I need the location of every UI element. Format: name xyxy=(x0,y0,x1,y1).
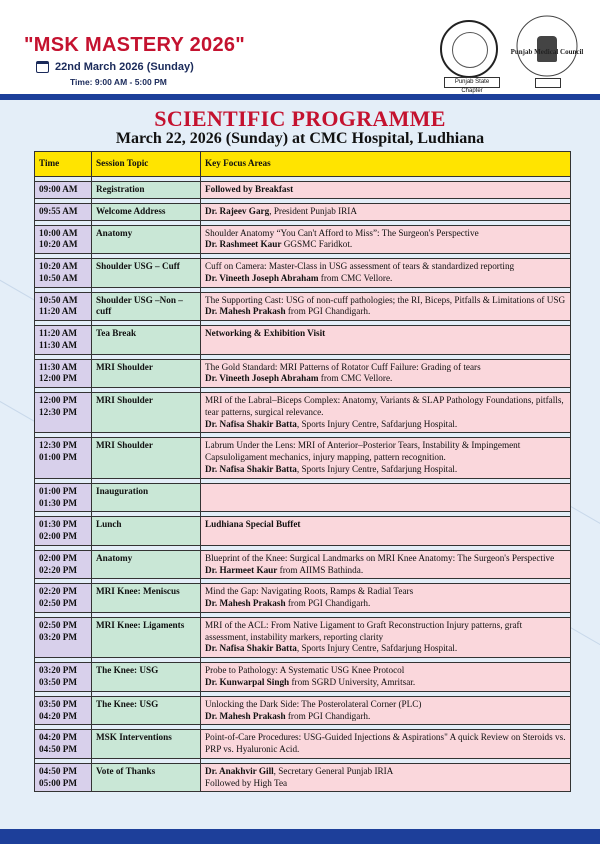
session-topic: Shoulder USG –Non –cuff xyxy=(92,292,201,321)
time-value: 02:50 PM xyxy=(39,598,78,609)
time-cell xyxy=(35,550,92,579)
focus-line: MRI of the ACL: From Native Ligament to Graft Reconstruction Injury patterns, graft assessment, instability markers, reporting clarity xyxy=(205,619,523,642)
table-row xyxy=(35,696,571,725)
session-topic: MRI Knee: Ligaments xyxy=(92,617,201,657)
table-row xyxy=(35,763,571,792)
time-cell xyxy=(35,438,92,478)
focus-cell xyxy=(201,259,571,288)
time-value: 02:20 PM xyxy=(39,564,78,575)
time-cell xyxy=(35,225,92,254)
time-value: 03:20 PM xyxy=(39,665,78,676)
speaker-affiliation: , Sports Injury Centre, Safdarjung Hospital. xyxy=(296,643,458,654)
table-row xyxy=(35,259,571,288)
session-topic: The Knee: USG xyxy=(92,696,201,725)
session-topic: Anatomy xyxy=(92,550,201,579)
time-cell xyxy=(35,292,92,321)
focus-cell xyxy=(201,182,571,199)
time-value: 09:00 AM xyxy=(39,184,78,194)
programme-title: SCIENTIFIC PROGRAMME xyxy=(154,106,446,131)
time-cell xyxy=(35,483,92,512)
footer-bar xyxy=(0,829,600,844)
focus-line: Followed by Breakfast xyxy=(205,184,294,194)
session-topic: MRI Shoulder xyxy=(92,359,201,388)
speaker-name: Dr. Rajeev Garg xyxy=(205,205,270,216)
focus-cell xyxy=(201,517,571,546)
time-value: 04:20 PM xyxy=(39,710,78,721)
speaker-name: Dr. Vineeth Joseph Abraham xyxy=(205,272,319,283)
focus-line xyxy=(205,711,566,723)
speaker-affiliation: , Sports Injury Centre, Safdarjung Hospital. xyxy=(296,418,458,429)
event-title: "MSK MASTERY 2026" xyxy=(24,34,246,56)
table-row xyxy=(35,292,571,321)
speaker-affiliation: from CMC Vellore. xyxy=(318,373,393,384)
time-value: 10:00 AM xyxy=(39,227,78,238)
time-cell xyxy=(35,182,92,199)
time-value: 01:30 PM xyxy=(39,497,78,508)
session-topic: The Knee: USG xyxy=(92,663,201,692)
time-value: 11:30 AM xyxy=(39,361,78,372)
speaker-affiliation: from AIIMS Bathinda. xyxy=(277,564,364,575)
time-cell xyxy=(35,393,92,433)
focus-line: Shoulder Anatomy “You Can't Afford to Miss”: The Surgeon's Perspective xyxy=(205,227,479,238)
schedule-body xyxy=(35,177,571,792)
focus-line xyxy=(205,273,566,285)
speaker-name: Dr. Kunwarpal Singh xyxy=(205,676,290,687)
focus-line: Point-of-Care Procedures: USG-Guided Injections & Aspirations" A quick Review on Steroids vs. PRP vs. Hyaluronic Acid. xyxy=(205,732,566,755)
time-cell xyxy=(35,584,92,613)
session-topic: Shoulder USG – Cuff xyxy=(92,259,201,288)
time-value: 03:50 PM xyxy=(39,698,78,709)
table-row xyxy=(35,730,571,759)
council-band xyxy=(535,78,561,88)
focus-line xyxy=(205,373,566,385)
table-row xyxy=(35,393,571,433)
speaker-name: Dr. Harmeet Kaur xyxy=(205,564,278,575)
council-logo xyxy=(510,14,584,86)
focus-line: Labrum Under the Lens: MRI of Anterior–Posterior Tears, Instability & Impingement Capsuloligament mechanics, injury mapping, pattern recognition. xyxy=(205,440,521,463)
time-cell xyxy=(35,663,92,692)
time-value: 02:20 PM xyxy=(39,586,78,597)
time-cell xyxy=(35,326,92,355)
session-topic: Vote of Thanks xyxy=(92,763,201,792)
focus-cell xyxy=(201,203,571,220)
programme-subtitle: March 22, 2026 (Sunday) at CMC Hospital, Ludhiana xyxy=(115,130,485,147)
focus-line xyxy=(205,206,566,218)
focus-line: Mind the Gap: Navigating Roots, Ramps & Radial Tears xyxy=(205,586,414,597)
event-time: Time: 9:00 AM - 5:00 PM xyxy=(70,77,167,87)
speaker-affiliation: from PGI Chandigarh. xyxy=(285,598,371,609)
focus-cell xyxy=(201,292,571,321)
focus-line xyxy=(205,306,566,318)
focus-line: Ludhiana Special Buffet xyxy=(205,519,301,530)
speaker-name: Dr. Mahesh Prakash xyxy=(205,710,286,721)
time-value: 05:00 PM xyxy=(39,777,78,788)
time-cell xyxy=(35,730,92,759)
focus-line xyxy=(205,464,566,476)
focus-line: Followed by High Tea xyxy=(205,777,288,788)
session-topic: Anatomy xyxy=(92,225,201,254)
time-value: 12:00 PM xyxy=(39,373,78,384)
speaker-affiliation: , President Punjab IRIA xyxy=(269,205,358,216)
session-topic: MSK Interventions xyxy=(92,730,201,759)
time-value: 02:00 PM xyxy=(39,552,78,563)
council-logo-text: Punjab Medical Council xyxy=(510,48,584,56)
session-topic: Registration xyxy=(92,182,201,199)
time-cell xyxy=(35,259,92,288)
time-value: 12:30 PM xyxy=(39,406,78,417)
table-row xyxy=(35,517,571,546)
time-cell xyxy=(35,359,92,388)
table-header-row xyxy=(35,152,571,177)
focus-line xyxy=(205,565,566,577)
focus-line xyxy=(205,677,566,689)
table-row xyxy=(35,326,571,355)
speaker-name: Dr. Vineeth Joseph Abraham xyxy=(205,373,319,384)
time-value: 03:50 PM xyxy=(39,676,78,687)
table-row xyxy=(35,584,571,613)
header-stripe xyxy=(0,94,600,100)
table-row xyxy=(35,182,571,199)
speaker-affiliation: GGSMC Faridkot. xyxy=(281,239,353,250)
time-value: 11:20 AM xyxy=(39,328,78,339)
time-value: 04:50 PM xyxy=(39,765,78,776)
time-value: 03:20 PM xyxy=(39,631,78,642)
focus-cell xyxy=(201,663,571,692)
time-value: 01:30 PM xyxy=(39,519,78,530)
focus-line: The Supporting Cast: USG of non-cuff pathologies; the RI, Biceps, Pitfalls & Limitations of USG xyxy=(205,294,566,305)
table-row xyxy=(35,359,571,388)
time-value: 04:50 PM xyxy=(39,744,78,755)
speaker-name: Dr. Anakhvir Gill xyxy=(205,765,274,776)
speaker-name: Dr. Mahesh Prakash xyxy=(205,306,286,317)
event-date xyxy=(36,61,194,73)
table-row xyxy=(35,225,571,254)
table-row xyxy=(35,203,571,220)
header-topic: Session Topic xyxy=(92,152,201,177)
speaker-name: Dr. Mahesh Prakash xyxy=(205,598,286,609)
table-row xyxy=(35,550,571,579)
session-topic: MRI Shoulder xyxy=(92,393,201,433)
time-value: 04:20 PM xyxy=(39,732,78,743)
time-value: 11:20 AM xyxy=(39,306,78,317)
speaker-affiliation: from CMC Vellore. xyxy=(318,272,393,283)
focus-cell xyxy=(201,438,571,478)
session-topic: Inauguration xyxy=(92,483,201,512)
focus-line xyxy=(205,766,566,778)
focus-cell xyxy=(201,483,571,512)
focus-cell xyxy=(201,696,571,725)
time-value: 01:00 PM xyxy=(39,452,78,463)
time-cell xyxy=(35,617,92,657)
focus-line: Probe to Pathology: A Systematic USG Knee Protocol xyxy=(205,665,405,676)
time-value: 09:55 AM xyxy=(39,205,78,216)
focus-cell xyxy=(201,359,571,388)
schedule-table xyxy=(34,151,571,792)
time-cell xyxy=(35,517,92,546)
event-date-text: 22nd March 2026 (Sunday) xyxy=(55,61,194,73)
focus-line: Networking & Exhibition Visit xyxy=(205,328,326,339)
focus-cell xyxy=(201,763,571,792)
table-row xyxy=(35,617,571,657)
time-value: 01:00 PM xyxy=(39,485,78,496)
speaker-affiliation: , Sports Injury Centre, Safdarjung Hospital. xyxy=(296,464,458,475)
speaker-name: Dr. Rashmeet Kaur xyxy=(205,239,282,250)
time-value: 02:00 PM xyxy=(39,531,78,542)
session-topic: Lunch xyxy=(92,517,201,546)
focus-line xyxy=(205,598,566,610)
focus-line xyxy=(205,239,566,251)
time-value: 10:20 AM xyxy=(39,261,78,272)
focus-line: Unlocking the Dark Side: The Posterolateral Corner (PLC) xyxy=(205,698,422,709)
speaker-affiliation: from PGI Chandigarh. xyxy=(285,710,371,721)
time-value: 11:30 AM xyxy=(39,339,78,350)
table-row xyxy=(35,483,571,512)
focus-line: Cuff on Camera: Master-Class in USG assessment of tears & standardized reporting xyxy=(205,261,515,272)
iria-logo-caption: Punjab State Chapter xyxy=(444,77,500,88)
focus-cell xyxy=(201,584,571,613)
speaker-affiliation: , Secretary General Punjab IRIA xyxy=(273,765,394,776)
focus-line xyxy=(205,419,566,431)
header-time: Time xyxy=(35,152,92,177)
time-value: 12:00 PM xyxy=(39,395,78,406)
speaker-affiliation: from SGRD University, Amritsar. xyxy=(289,676,416,687)
focus-cell xyxy=(201,225,571,254)
calendar-icon xyxy=(36,61,49,73)
focus-line: Blueprint of the Knee: Surgical Landmarks on MRI Knee Anatomy: The Surgeon's Perspective xyxy=(205,552,555,563)
iria-logo xyxy=(440,20,498,78)
time-value: 10:20 AM xyxy=(39,239,78,250)
table-row xyxy=(35,663,571,692)
focus-cell xyxy=(201,730,571,759)
time-value: 02:50 PM xyxy=(39,619,78,630)
time-cell xyxy=(35,203,92,220)
time-value: 10:50 AM xyxy=(39,272,78,283)
focus-cell xyxy=(201,617,571,657)
header-focus: Key Focus Areas xyxy=(201,152,571,177)
header-bar xyxy=(0,0,600,100)
table-row xyxy=(35,438,571,478)
speaker-affiliation: from PGI Chandigarh. xyxy=(285,306,371,317)
time-value: 12:30 PM xyxy=(39,440,78,451)
time-value: 10:50 AM xyxy=(39,294,78,305)
focus-line: MRI of the Labral–Biceps Complex: Anatomy, Variants & SLAP Pathology Foundations, pitfalls, tear patterns, surgical relevance. xyxy=(205,395,564,417)
session-topic: Tea Break xyxy=(92,326,201,355)
focus-cell xyxy=(201,550,571,579)
focus-cell xyxy=(201,393,571,433)
speaker-name: Dr. Nafisa Shakir Batta xyxy=(205,464,297,475)
focus-line xyxy=(205,643,566,655)
speaker-name: Dr. Nafisa Shakir Batta xyxy=(205,418,297,429)
speaker-name: Dr. Nafisa Shakir Batta xyxy=(205,643,297,654)
session-topic: Welcome Address xyxy=(92,203,201,220)
focus-line: The Gold Standard: MRI Patterns of Rotator Cuff Failure: Grading of tears xyxy=(205,361,481,372)
focus-cell xyxy=(201,326,571,355)
session-topic: MRI Knee: Meniscus xyxy=(92,584,201,613)
session-topic: MRI Shoulder xyxy=(92,438,201,478)
time-cell xyxy=(35,696,92,725)
time-cell xyxy=(35,763,92,792)
logo-emblem-icon xyxy=(452,32,488,68)
